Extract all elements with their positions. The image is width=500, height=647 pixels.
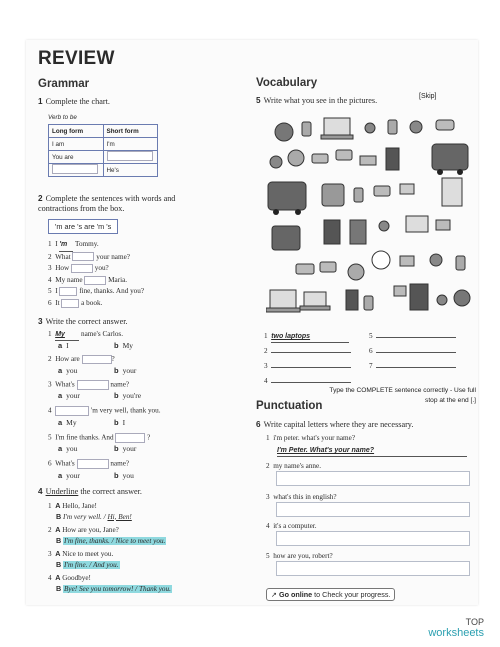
list-item: 2 A How are you, Jane? <box>48 525 119 534</box>
list-item: 3 <box>264 362 351 372</box>
answer-line[interactable] <box>271 382 351 383</box>
option-row: a you <box>58 366 78 375</box>
list-item: 2 my name's anne. <box>266 462 321 470</box>
answer-input[interactable] <box>276 502 470 517</box>
q1-instruction: 1 Complete the chart. <box>38 97 110 106</box>
watch-icon <box>364 296 373 310</box>
answer-box[interactable] <box>107 151 153 161</box>
list-item[interactable]: B I'm fine, thanks. / Nice to meet you. <box>56 535 166 545</box>
answer-line[interactable] <box>271 352 351 353</box>
list-item: 6 It a book. <box>48 298 103 307</box>
vocabulary-heading: Vocabulary <box>256 77 318 89</box>
list-item: 6 What's name? <box>48 459 130 468</box>
list-item[interactable]: B I'm very well. / Hi, Ben! <box>56 511 132 521</box>
ball-icon <box>288 150 304 166</box>
list-item: 2 How are ? <box>48 355 115 364</box>
list-item: 4 A Goodbye! <box>48 573 91 582</box>
option-row: b you're <box>114 391 142 400</box>
page-title: REVIEW <box>38 48 115 69</box>
list-item: 3 what's this in english? <box>266 493 337 501</box>
answer-box[interactable] <box>77 380 109 390</box>
list-item: 4 it's a computer. <box>266 522 317 530</box>
option-row: a your <box>58 391 80 400</box>
answer-box[interactable] <box>61 299 79 308</box>
list-item: 1 I 'm Tommy. <box>48 239 144 252</box>
list-item: 1 A Hello, Jane! <box>48 501 97 510</box>
word-box: 'm are 's are 'm 's <box>48 219 118 234</box>
q2-instruction: 2 Complete the sentences with words and contractions from the box. <box>38 194 176 213</box>
list-item: 3 How you? <box>48 264 109 273</box>
chart-cell: I'm <box>103 138 158 151</box>
q4-items <box>48 501 172 594</box>
punctuation-heading: Punctuation <box>256 400 323 412</box>
option-row: b My <box>114 341 134 350</box>
answer-box[interactable] <box>71 264 93 273</box>
table-row <box>49 164 158 177</box>
highlighted-answer[interactable]: I'm fine, thanks. / Nice to meet you. <box>64 536 166 545</box>
list-item[interactable]: B I'm fine. / And you. <box>56 559 119 569</box>
sandwich-icon <box>400 256 414 266</box>
list-item <box>277 445 467 457</box>
answer-box[interactable] <box>82 355 112 364</box>
answer-line[interactable]: I'm Peter. What's your name? <box>277 445 467 457</box>
list-item: 3 What's name? <box>48 380 130 389</box>
bus-icon <box>272 226 300 250</box>
list-item: 4 My name Maria. <box>48 275 128 284</box>
laptop-icon <box>304 292 326 306</box>
list-item: 5 <box>369 332 456 342</box>
highlighted-answer[interactable]: I'm fine. / And you. <box>64 560 119 569</box>
bus-icon <box>432 144 468 170</box>
list-item: 2 <box>264 347 351 357</box>
watch-icon <box>354 188 363 202</box>
chart-header-long: Long form <box>49 125 104 138</box>
table-row <box>49 138 158 151</box>
answer-box[interactable] <box>115 433 145 443</box>
answer-line[interactable] <box>271 367 351 368</box>
computer-icon <box>406 216 428 232</box>
list-item: 3 A Nice to meet you. <box>48 549 114 558</box>
q3-instruction: 3 Write the correct answer. <box>38 317 128 326</box>
option-row: b your <box>114 444 137 453</box>
list-item: 4 <box>264 377 351 387</box>
answer-box[interactable] <box>55 406 89 416</box>
list-item: 5 I'm fine thanks. And ? <box>48 433 151 442</box>
watch-icon <box>302 122 311 136</box>
table-row <box>49 125 158 138</box>
answer-box[interactable] <box>84 276 106 285</box>
go-online-button[interactable]: ↗ Go online to Check your progress. <box>266 588 395 601</box>
option-row: b I <box>114 418 126 427</box>
apple-icon <box>437 295 447 305</box>
vocabulary-pictures <box>266 114 471 319</box>
table-row <box>49 151 158 164</box>
external-link-icon: ↗ <box>271 590 278 599</box>
worksheet-page <box>26 40 478 605</box>
q2-items <box>48 239 144 310</box>
sandwich-icon <box>312 154 328 163</box>
computer-icon <box>324 118 350 135</box>
sandwich-icon <box>374 186 390 196</box>
answer-blank[interactable]: My <box>55 330 79 341</box>
answer-box[interactable] <box>52 164 98 174</box>
ball-icon <box>454 290 470 306</box>
apple-icon <box>410 121 422 133</box>
list-item: 5 how are you, robert? <box>266 552 333 560</box>
computer-icon <box>322 184 344 206</box>
list-item[interactable]: B Bye! See you tomorrow! / Thank you. <box>56 583 171 593</box>
list-item: 1 i'm peter. what's your name? <box>266 434 356 442</box>
option-row: a I <box>58 341 69 350</box>
answer-box[interactable] <box>59 287 77 296</box>
bus-icon <box>268 182 306 210</box>
answer-box[interactable] <box>77 459 109 469</box>
watch-icon <box>388 120 397 134</box>
chart-cell-input[interactable] <box>103 151 158 164</box>
sandwich-icon <box>436 120 454 130</box>
answer-input[interactable] <box>276 471 470 486</box>
q4-instruction: 4 Underline the correct answer. <box>38 487 142 496</box>
answer-blank[interactable]: 'm <box>59 239 73 252</box>
brand-logo: TOP worksheets <box>428 617 484 639</box>
sandwich-icon <box>336 150 352 160</box>
ball-icon <box>372 251 390 269</box>
sandwich-icon <box>296 264 314 274</box>
chart-header-short: Short form <box>103 125 158 138</box>
q5-instruction: 5 Write what you see in the pictures. <box>256 96 378 105</box>
apple-icon <box>400 184 414 194</box>
answer-input[interactable] <box>276 561 470 576</box>
answer-line[interactable] <box>376 337 456 338</box>
answer-line[interactable]: two laptops <box>271 332 349 343</box>
watch-icon <box>456 256 465 270</box>
instruction-note: Type the COMPLETE sentence correctly - Use full stop at the end [.] <box>329 387 476 404</box>
option-row: b your <box>114 366 137 375</box>
option-row: a My <box>58 418 77 427</box>
highlighted-answer[interactable]: Bye! See you tomorrow! / Thank you. <box>64 584 171 593</box>
list-item: 2 What your name? <box>48 252 130 261</box>
answer-line[interactable] <box>376 367 456 368</box>
list-item: 1 two laptops <box>264 332 349 343</box>
q6-instruction: 6 Write capital letters where they are necessary. <box>256 420 414 429</box>
chart-cell: He's <box>103 164 158 177</box>
laptop-icon <box>270 290 296 308</box>
list-item: 1 My name's Carlos. <box>48 330 123 341</box>
book-icon <box>350 220 366 244</box>
book-icon <box>442 178 462 206</box>
option-row: a you <box>58 444 78 453</box>
chart-cell: I am <box>49 138 104 151</box>
answer-input[interactable] <box>276 531 470 546</box>
verb-to-be-chart <box>48 124 158 177</box>
book-icon <box>346 290 358 310</box>
answer-line[interactable] <box>376 352 456 353</box>
book-icon <box>410 284 428 310</box>
list-item: 4 'm very well, thank you. <box>48 406 161 415</box>
option-row: b you <box>114 471 134 480</box>
book-icon <box>324 220 340 244</box>
answer-box[interactable] <box>72 252 94 261</box>
apple-icon <box>430 254 442 266</box>
grammar-heading: Grammar <box>38 78 90 90</box>
option-row: a your <box>58 471 80 480</box>
skip-label[interactable]: [Skip] <box>419 93 437 100</box>
sandwich-icon <box>360 156 376 165</box>
chart-cell: You are <box>49 151 104 164</box>
ball-icon <box>275 123 293 141</box>
list-item: 7 <box>369 362 456 372</box>
apple-icon <box>270 156 282 168</box>
sandwich-icon <box>320 262 336 272</box>
chart-cell-input[interactable] <box>49 164 104 177</box>
apple-icon <box>365 123 375 133</box>
apple-icon <box>379 221 389 231</box>
ball-icon <box>348 264 364 280</box>
q1-subtitle: Verb to be <box>48 114 77 121</box>
list-item: 6 <box>369 347 456 357</box>
list-item: 5 I fine, thanks. And you? <box>48 287 145 296</box>
book-icon <box>386 148 399 170</box>
